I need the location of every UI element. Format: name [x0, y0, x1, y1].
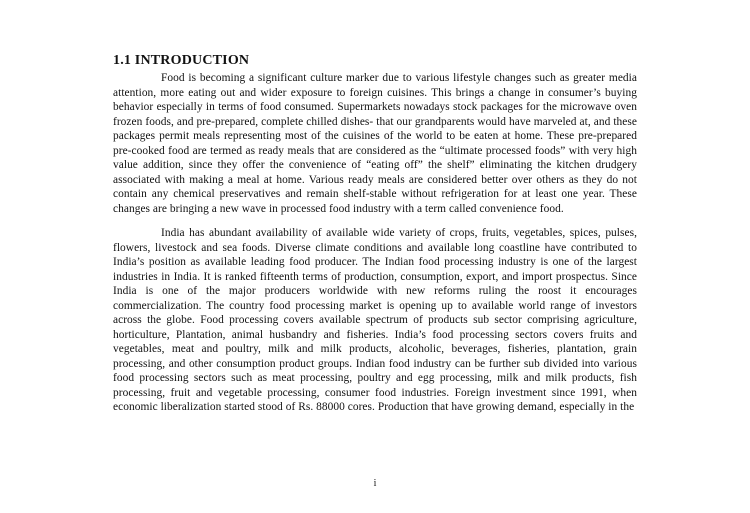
- paragraph-food-culture: Food is becoming a significant culture marker due to various lifestyle changes such as greater media attention, more eating out and wider exposure to foreign cuisines. This brings a change in consumer’s buying behavior especially in terms of food consumed. Supermarkets nowadays stock packages for the microwave oven frozen foods, and pre-prepared, complete chilled dishes- that our grandparents would have marveled at, and these packages permit meals representing most of the cuisines of the world to be eaten at home. These pre-prepared pre-cooked food are termed as ready meals that are considered as the “ultimate processed foods” with very high value addition, since they offer the convenience of “eating off” the shelf” eliminating the kitchen drudgery associated with making a meal at home. Various ready meals are considered better over others as they do not contain any chemical preservatives and remain shelf-stable without refrigeration for at least one year. These changes are bringing a new wave in processed food industry with a term called convenience food.: [113, 72, 637, 215]
- body-text: [113, 71, 637, 415]
- page-number: i: [373, 478, 377, 489]
- paragraph-india-food-industry: India has abundant availability of available wide variety of crops, fruits, vegetables, spices, pulses, flowers, livestock and sea foods. Diverse climate conditions and available long coastline have contributed to India’s position as available leading food producer. The Indian food processing industry is one of the largest industries in India. It is ranked fifteenth terms of production, consumption, export, and import prospectus. Since India is one of the major producers worldwide with new reforms ruling the roost it encourages commercialization. The country food processing market is opening up to available world range of investors across the globe. Food processing covers available spectrum of products sub sector comprising agriculture, horticulture, Plantation, animal husbandry and fisheries. India’s food processing sectors covers fruits and vegetables, meat and poultry, milk and milk products, alcoholic, beverages, fisheries, plantation, grain processing, and other consumption product groups. Indian food industry can be further sub divided into various food processing sectors such as meat processing, poultry and egg processing, milk and milk products, fish processing, fruit and vegetable processing, consumer food industries. Foreign investment since 1991, when economic liberalization started stood of Rs. 88000 cores. Production that have growing demand, especially in the: [113, 227, 637, 413]
- section-heading: 1.1 INTRODUCTION: [113, 53, 250, 68]
